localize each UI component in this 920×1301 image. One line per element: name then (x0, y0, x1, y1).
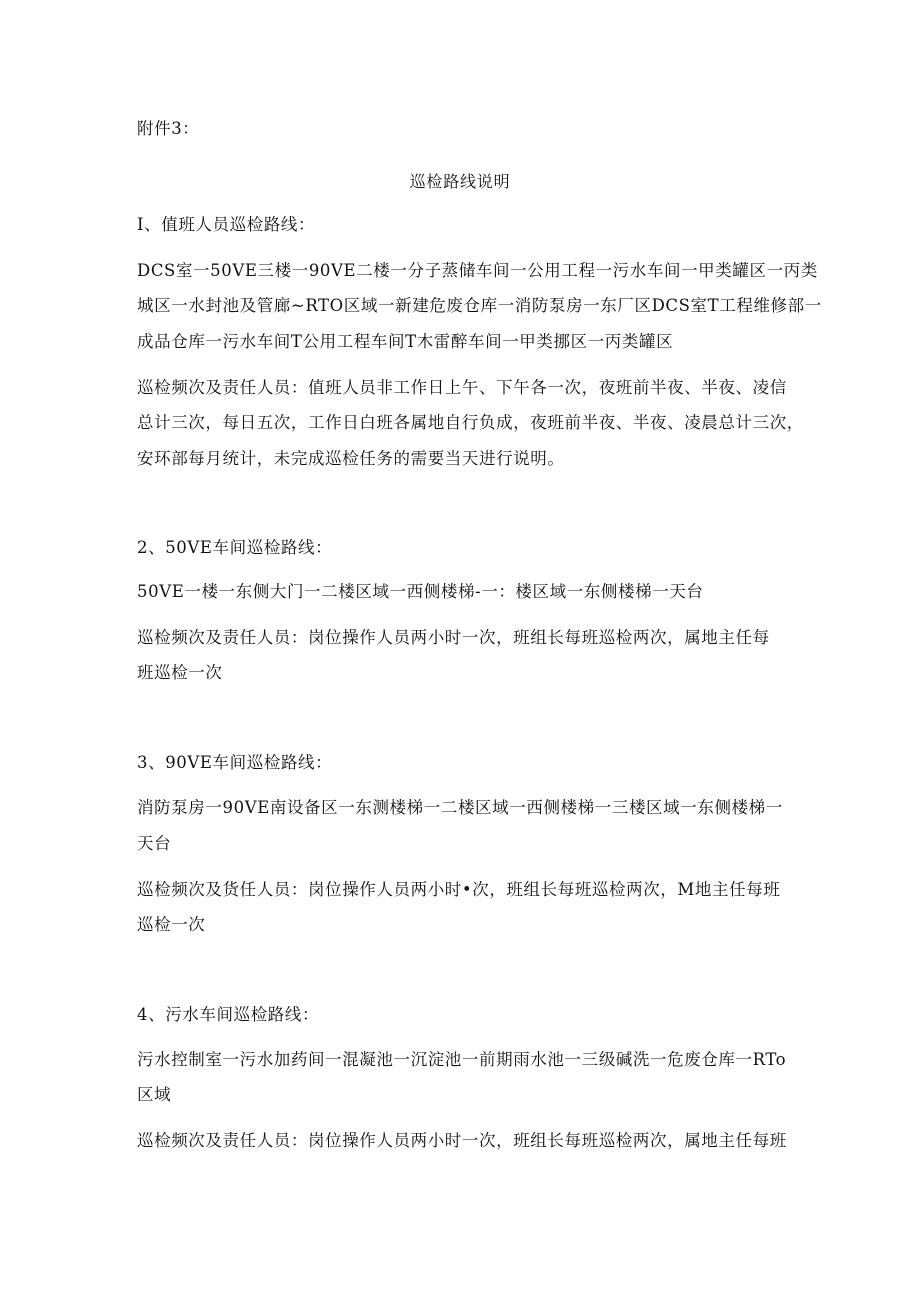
frequency-line: 安环部每月统计，未完成巡检任务的需要当天进行说明。 (137, 449, 565, 468)
route-line: 天台 (137, 834, 172, 853)
frequency-line: 总计三次，每日五次，工作日白班各属地自行负成，夜班前半夜、半夜、凌晨总计三次， (137, 413, 804, 432)
route-line: 区域 (137, 1085, 172, 1104)
section-heading: 3、90VE车间巡检路线： (137, 753, 333, 772)
route-line: 50VE一楼一东侧大门一二楼区域一西侧楼梯-一：楼区域一东侧楼梯一天台 (137, 582, 704, 601)
section-heading: I、值班人员巡检路线： (137, 215, 316, 234)
frequency-line: 巡检一次 (137, 915, 206, 934)
route-line: 城区一水封池及管廊~RTO区域一新建危废仓库一消防泵房一东厂区DCS室T工程维修部一 (137, 296, 822, 315)
page-title: 巡检路线说明 (409, 172, 511, 191)
route-line: 消防泵房一90VE南设备区一东测楼梯一二楼区域一西侧楼梯一三楼区域一东侧楼梯一 (137, 798, 783, 817)
attachment-label: 附件3： (137, 119, 200, 138)
frequency-line: 巡检频次及责任人员：岗位操作人员两小时一次，班组长每班巡检两次，属地主任每 (137, 628, 770, 647)
route-line: 污水控制室一污水加药间一混凝池一沉淀池一前期雨水池一三级碱洗一危废仓库一RTo (137, 1050, 787, 1069)
frequency-line: 巡检频次及货任人员：岗位操作人员两小时•次，班组长每班巡检两次，M地主任每班 (137, 880, 781, 899)
route-line: DCS室一50VE三楼一90VE二楼一分子蒸储车间一公用工程一污水车间一甲类罐区一丙类 (137, 261, 818, 280)
section-heading: 4、污水车间巡检路线： (137, 1005, 320, 1024)
frequency-line: 巡检频次及责任人员：值班人员非工作日上午、下午各一次，夜班前半夜、半夜、凌信 (137, 378, 787, 397)
route-line: 成品仓库一污水车间T公用工程车间T木雷醉车间一甲类挪区一丙类罐区 (137, 332, 674, 351)
section-heading: 2、50VE车间巡检路线： (137, 538, 333, 557)
frequency-line: 班巡检一次 (137, 663, 223, 682)
frequency-line: 巡检频次及责任人员：岗位操作人员两小时一次，班组长每班巡检两次，属地主任每班 (137, 1131, 787, 1150)
